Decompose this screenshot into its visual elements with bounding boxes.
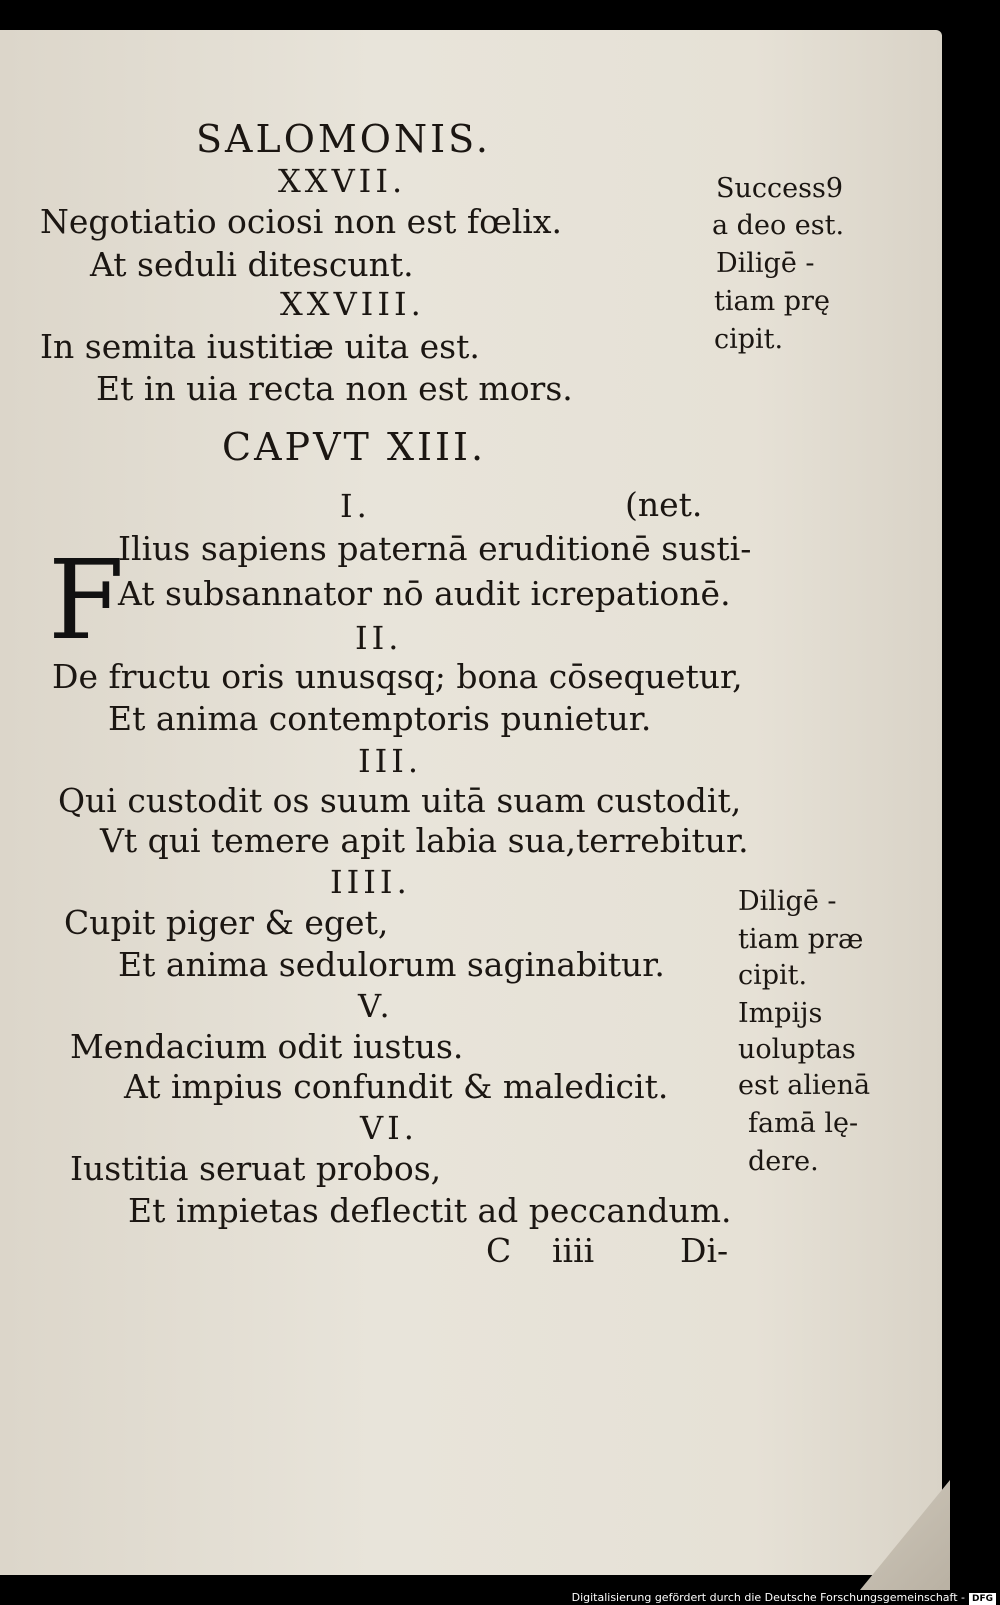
verse-line: De fructu oris unusqsq; bona cōsequetur, <box>52 657 743 696</box>
signature-number: iiii <box>552 1231 595 1270</box>
verse-number: IIII. <box>330 863 411 901</box>
verse-number: I. <box>340 487 371 525</box>
verse-line: Mendacium odit iustus. <box>70 1027 464 1066</box>
verse-line: Et anima contemptoris punietur. <box>108 699 652 738</box>
credit-text: Digitalisierung gefördert durch die Deutsche Forschungsgemeinschaft - <box>571 1591 965 1604</box>
marginal-note-line: tiam præ <box>738 924 864 955</box>
verse-line: At subsannator nō audit icrepationē. <box>118 574 731 613</box>
verse-line: Cupit piger & eget, <box>64 903 389 942</box>
marginal-note-line: cipit. <box>714 324 784 355</box>
chapter-title: CAPVT XIII. <box>222 425 487 469</box>
verse-line: Et anima sedulorum saginabitur. <box>118 945 665 984</box>
verse-line: Et in uia recta non est mors. <box>96 369 573 408</box>
marginal-note-line: Impijs <box>738 998 823 1029</box>
marginal-note-line: Diligē - <box>716 248 815 279</box>
marginal-note-line: est alienā <box>738 1070 871 1101</box>
verse-line: In semita iustitiæ uita est. <box>40 327 480 366</box>
drop-cap: F <box>48 536 125 664</box>
line-overflow: (net. <box>625 485 703 524</box>
marginal-note-line: cipit. <box>738 960 808 991</box>
verse-number: V. <box>358 987 394 1025</box>
verse-number: III. <box>358 742 423 780</box>
verse-line: Iustitia seruat probos, <box>70 1149 442 1188</box>
marginal-note-line: Success9 <box>716 173 843 204</box>
verse-line: At impius confundit & maledicit. <box>124 1067 669 1106</box>
marginal-note-line: dere. <box>748 1146 819 1177</box>
marginal-note-line: uoluptas <box>738 1034 856 1065</box>
verse-line: At seduli ditescunt. <box>90 245 414 284</box>
signature-mark: C <box>486 1231 512 1270</box>
verse-line: Ilius sapiens paternā eruditionē susti- <box>118 529 752 568</box>
marginal-note-line: a deo est. <box>712 210 845 241</box>
catchword: Di- <box>680 1231 729 1270</box>
verse-number: VI. <box>360 1109 418 1147</box>
verse-line: Negotiatio ociosi non est fœlix. <box>40 202 562 241</box>
verse-number: II. <box>355 619 403 657</box>
verse-line: Et impietas deflectit ad peccandum. <box>128 1191 732 1230</box>
verse-line: Qui custodit os suum uitā suam custodit, <box>58 781 742 820</box>
running-title: SALOMONIS. <box>196 117 491 161</box>
marginal-note-line: tiam prę <box>714 286 830 317</box>
verse-number: XXVIII. <box>280 285 425 323</box>
verse-line: Vt qui temere apit labia sua,terrebitur. <box>100 821 749 860</box>
verse-number: XXVII. <box>278 162 407 200</box>
digitization-credit <box>0 1590 1000 1605</box>
marginal-note-line: famā lę- <box>748 1108 859 1139</box>
dfg-logo: DFG <box>969 1593 996 1605</box>
marginal-note-line: Diligē - <box>738 886 837 917</box>
